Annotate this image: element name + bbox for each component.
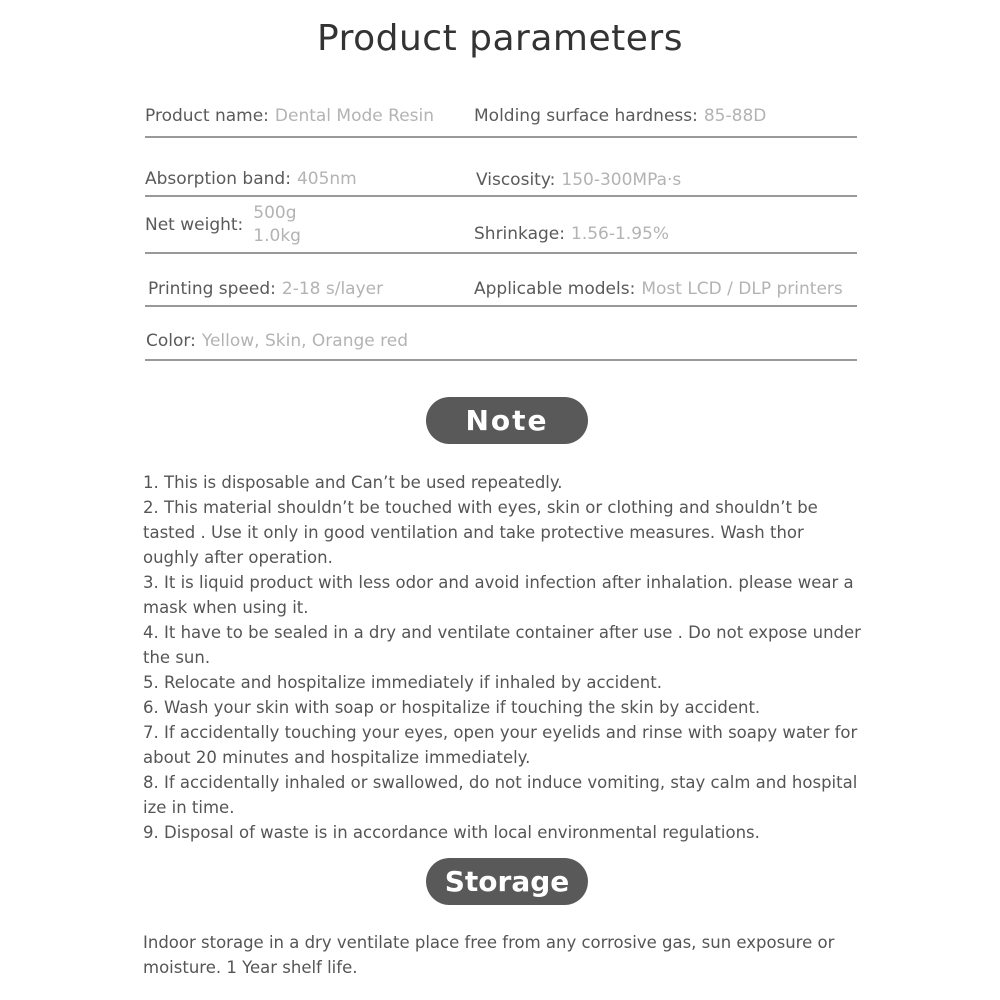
list-item: 7. If accidentally touching your eyes, open your eyelids and rinse with soapy water for about 20 minutes and hospitalize immediately. xyxy=(143,723,858,767)
list-item: 1. This is disposable and Can’t be used repeatedly. xyxy=(143,473,563,492)
param-values xyxy=(253,202,301,248)
param-label: Molding surface hardness: xyxy=(474,106,698,126)
param-label: Product name: xyxy=(145,106,269,126)
param-label: Printing speed: xyxy=(148,279,276,299)
list-item: 2. This material shouldn’t be touched with eyes, skin or clothing and shouldn’t be tasted . Use it only in good ventilation and take protective measures. Wash thor oughly after operation. xyxy=(143,498,818,567)
param-label: Absorption band: xyxy=(145,169,291,189)
param-printing-speed xyxy=(148,279,383,299)
param-value: 1.0kg xyxy=(253,226,301,246)
param-label: Shrinkage: xyxy=(474,224,565,244)
list-item: 4. It have to be sealed in a dry and ventilate container after use . Do not expose under the sun. xyxy=(143,623,861,667)
param-value: Yellow, Skin, Orange red xyxy=(201,331,408,351)
param-value: 150-300MPa·s xyxy=(561,170,682,190)
param-value: Most LCD / DLP printers xyxy=(641,279,843,299)
storage-text: Indoor storage in a dry ventilate place free from any corrosive gas, sun exposure or moisture. 1 Year shelf life. xyxy=(143,933,835,977)
param-label: Net weight: xyxy=(145,215,244,235)
param-product-name xyxy=(145,106,434,126)
list-item: 6. Wash your skin with soap or hospitalize if touching the skin by accident. xyxy=(143,698,761,717)
divider xyxy=(145,359,857,361)
param-shrinkage xyxy=(474,224,669,244)
storage-heading: Storage xyxy=(426,858,588,905)
param-absorption xyxy=(145,169,357,189)
param-models xyxy=(474,279,843,299)
param-label: Color: xyxy=(146,331,196,351)
param-net-weight xyxy=(145,202,301,248)
param-value: 500g xyxy=(253,203,297,223)
list-item: 8. If accidentally inhaled or swallowed, do not induce vomiting, stay calm and hospital ize in time. xyxy=(143,773,858,817)
param-value: 85-88D xyxy=(703,106,767,126)
param-value: 405nm xyxy=(296,169,357,189)
page-title: Product parameters xyxy=(317,18,683,59)
param-hardness xyxy=(474,106,766,126)
notes-list xyxy=(143,470,883,845)
param-label: Viscosity: xyxy=(476,170,556,190)
param-color xyxy=(146,331,408,351)
divider xyxy=(145,305,857,307)
param-value: Dental Mode Resin xyxy=(274,106,435,126)
param-label: Applicable models: xyxy=(474,279,636,299)
note-heading: Note xyxy=(426,397,588,444)
divider xyxy=(145,252,857,254)
divider xyxy=(145,136,857,138)
list-item: 9. Disposal of waste is in accordance with local environmental regulations. xyxy=(143,823,760,842)
param-value: 2-18 s/layer xyxy=(281,279,384,299)
param-viscosity xyxy=(476,170,681,190)
divider xyxy=(145,195,857,197)
list-item: 3. It is liquid product with less odor and avoid infection after inhalation. please wear a mask when using it. xyxy=(143,573,854,617)
list-item: 5. Relocate and hospitalize immediately if inhaled by accident. xyxy=(143,673,662,692)
param-value: 1.56-1.95% xyxy=(571,224,669,244)
